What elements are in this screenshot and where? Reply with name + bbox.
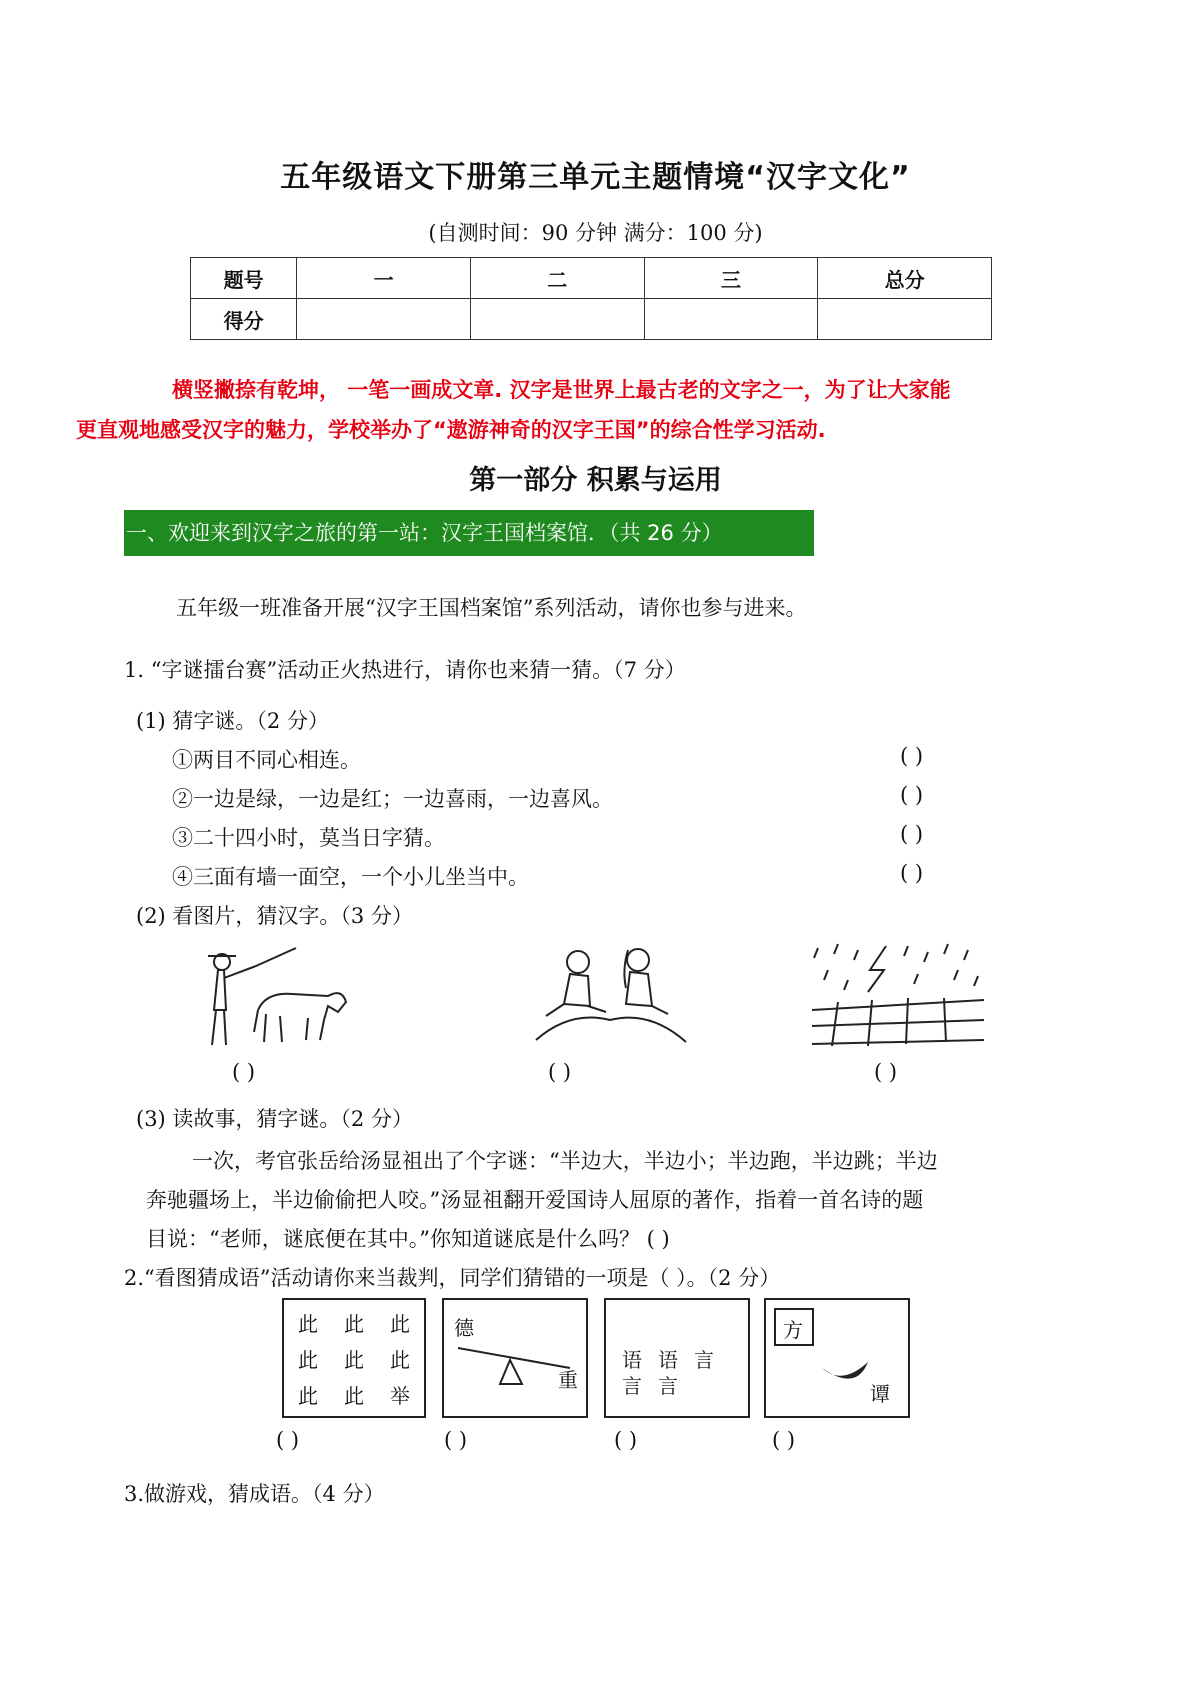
story-line: 一次，考官张岳给汤显祖出了个字谜：“半边大，半边小；半边跑，半边跳；半边 [192, 1149, 938, 1173]
box-char: 此 [390, 1348, 410, 1372]
box-char: 言 [622, 1374, 642, 1398]
intro-line: 更直观地感受汉字的魅力，学校举办了“遨游神奇的汉字王国”的综合性学习活动. [76, 418, 826, 442]
riddle-item: ④三面有墙一面空，一个小儿坐当中。 [172, 865, 529, 889]
farmer-ox-illustration [196, 940, 356, 1050]
part-title: 第一部分 积累与运用 [469, 465, 722, 496]
box-char: 此 [344, 1384, 364, 1408]
box-char: 言 [658, 1374, 678, 1398]
idiom-picture-box-2 [442, 1298, 588, 1418]
box-char: 方 [783, 1318, 803, 1342]
score-input-cell[interactable] [470, 299, 644, 340]
seesaw-icon [444, 1300, 586, 1416]
exam-subtitle: (自测时间：90 分钟 满分：100 分) [428, 221, 763, 245]
idiom-picture-box-1 [282, 1298, 426, 1418]
score-header-cell: 一 [297, 258, 471, 299]
score-header-cell: 三 [644, 258, 818, 299]
question-2-stem: 2.“看图猜成语”活动请你来当裁判，同学们猜错的一项是（ ）。（2 分） [124, 1266, 781, 1290]
score-table-score-row [191, 299, 992, 340]
children-on-rock-illustration [530, 940, 690, 1050]
box-char: 此 [298, 1312, 318, 1336]
box-char: 此 [344, 1348, 364, 1372]
score-table-header-row [191, 258, 992, 299]
answer-blank[interactable]: ( ) [444, 1428, 468, 1452]
answer-blank[interactable]: ( ) [900, 744, 924, 768]
intro-paragraph [76, 370, 1084, 450]
box-char: 重 [558, 1368, 578, 1392]
question-1-sub-1: (1) 猜字谜。（2 分） [136, 709, 329, 733]
score-input-cell[interactable] [818, 299, 992, 340]
box-char: 此 [344, 1312, 364, 1336]
riddle-item: ②一边是绿，一边是红；一边喜雨，一边喜风。 [172, 787, 613, 811]
score-header-cell: 二 [470, 258, 644, 299]
section-intro: 五年级一班准备开展“汉字王国档案馆”系列活动，请你也参与进来。 [176, 596, 807, 620]
score-table [190, 257, 992, 340]
answer-blank[interactable]: ( ) [874, 1060, 898, 1084]
score-input-cell[interactable] [644, 299, 818, 340]
score-header-cell: 题号 [191, 258, 297, 299]
section-banner: 一、欢迎来到汉字之旅的第一站：汉字王国档案馆．（共 26 分） [124, 510, 814, 556]
question-1-sub-3: (3) 读故事，猜字谜。（2 分） [136, 1107, 413, 1131]
intro-line: 横竖撇捺有乾坤， 一笔一画成文章. 汉字是世界上最古老的文字之一，为了让大家能 [172, 378, 951, 402]
page-title: 五年级语文下册第三单元主题情境“汉字文化” [280, 160, 911, 195]
question-1-stem: 1. “字谜擂台赛”活动正火热进行，请你也来猜一猜。（7 分） [124, 658, 686, 682]
box-char: 此 [298, 1384, 318, 1408]
box-char: 语 [622, 1348, 642, 1372]
question-3-stem: 3.做游戏，猜成语。（4 分） [124, 1482, 385, 1506]
answer-blank[interactable]: ( ) [900, 822, 924, 846]
riddle-item: ①两目不同心相连。 [172, 748, 361, 772]
answer-blank[interactable]: ( ) [232, 1060, 256, 1084]
idiom-picture-box-4 [764, 1298, 910, 1418]
idiom-picture-box-3 [604, 1298, 750, 1418]
score-row-label: 得分 [191, 299, 297, 340]
box-char: 谭 [870, 1382, 890, 1406]
answer-blank[interactable]: ( ) [900, 783, 924, 807]
box-char: 德 [454, 1316, 474, 1340]
rain-lightning-field-illustration [808, 940, 988, 1050]
answer-blank[interactable]: ( ) [772, 1428, 796, 1452]
box-char: 举 [390, 1384, 410, 1408]
answer-blank[interactable]: ( ) [900, 861, 924, 885]
score-header-cell: 总分 [818, 258, 992, 299]
story-line: 目说：“老师，谜底便在其中。”你知道谜底是什么吗？ ( ) [146, 1227, 670, 1251]
box-char: 此 [390, 1312, 410, 1336]
riddle-item: ③二十四小时，莫当日字猜。 [172, 826, 445, 850]
answer-blank[interactable]: ( ) [276, 1428, 300, 1452]
box-char: 言 [694, 1348, 714, 1372]
box-char: 此 [298, 1348, 318, 1372]
answer-blank[interactable]: ( ) [548, 1060, 572, 1084]
story-line: 奔驰疆场上，半边偷偷把人咬。”汤显祖翻开爱国诗人屈原的著作，指着一首名诗的题 [146, 1188, 924, 1212]
box-char: 语 [658, 1348, 678, 1372]
answer-blank[interactable]: ( ) [614, 1428, 638, 1452]
score-input-cell[interactable] [297, 299, 471, 340]
question-1-sub-2: (2) 看图片，猜汉字。（3 分） [136, 904, 413, 928]
